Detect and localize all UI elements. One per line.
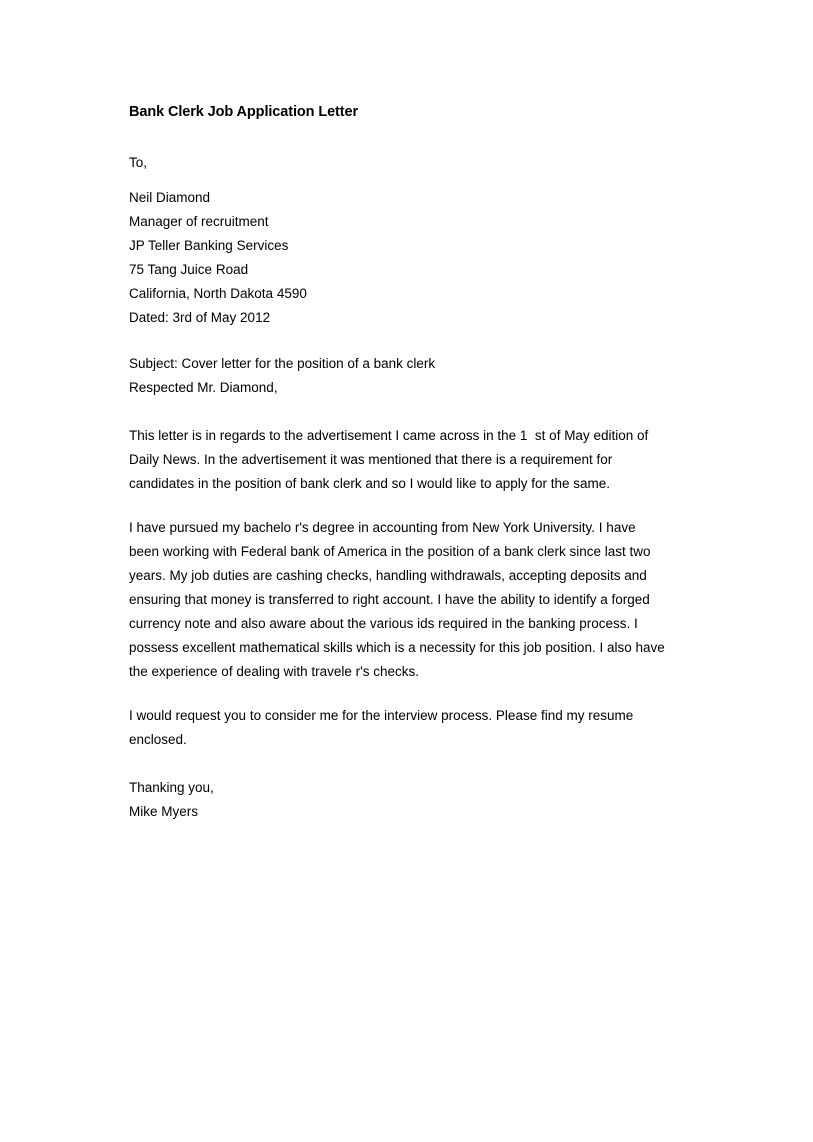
subject-line: Subject: Cover letter for the position of a bank clerk xyxy=(129,356,436,371)
recipient-title: Manager of recruitment xyxy=(129,214,269,229)
letter-content xyxy=(129,103,669,824)
recipient-address-block xyxy=(129,186,669,330)
salutation-to: To, xyxy=(129,155,148,170)
body-paragraph-3: I would request you to consider me for the interview process. Please find my resume enclosed. xyxy=(129,708,637,747)
page-title: Bank Clerk Job Application Letter xyxy=(129,104,359,120)
recipient-name: Neil Diamond xyxy=(129,190,211,205)
recipient-company: JP Teller Banking Services xyxy=(129,238,289,253)
sign-off: Thanking you, xyxy=(129,780,214,795)
sender-name: Mike Myers xyxy=(129,804,199,819)
recipient-street: 75 Tang Juice Road xyxy=(129,262,249,277)
letter-date: Dated: 3rd of May 2012 xyxy=(129,310,271,325)
body-paragraph-2: I have pursued my bachelo r's degree in accounting from New York University. I have been working with Federal bank of America in the position of a bank clerk since last two years. My job duties are cashing checks, handling withdrawals, accepting deposits and ensuring that money is transferred to right account. I have the ability to identify a forged currency note and also aware about the various ids required in the banking process. I possess excellent mathematical skills which is a necessity for this job position. I also have the experience of dealing with travele r's checks. xyxy=(129,520,669,679)
greeting-line: Respected Mr. Diamond, xyxy=(129,380,278,395)
closing-block xyxy=(129,776,669,824)
subject-block xyxy=(129,352,669,400)
recipient-city-state-zip: California, North Dakota 4590 xyxy=(129,286,307,301)
body-paragraph-1: This letter is in regards to the advertisement I came across in the 1 st of May edition of Daily News. In the advertisement it was mentioned that there is a requirement for candidates in the position of bank clerk and so I would like to apply for the same. xyxy=(129,428,653,491)
